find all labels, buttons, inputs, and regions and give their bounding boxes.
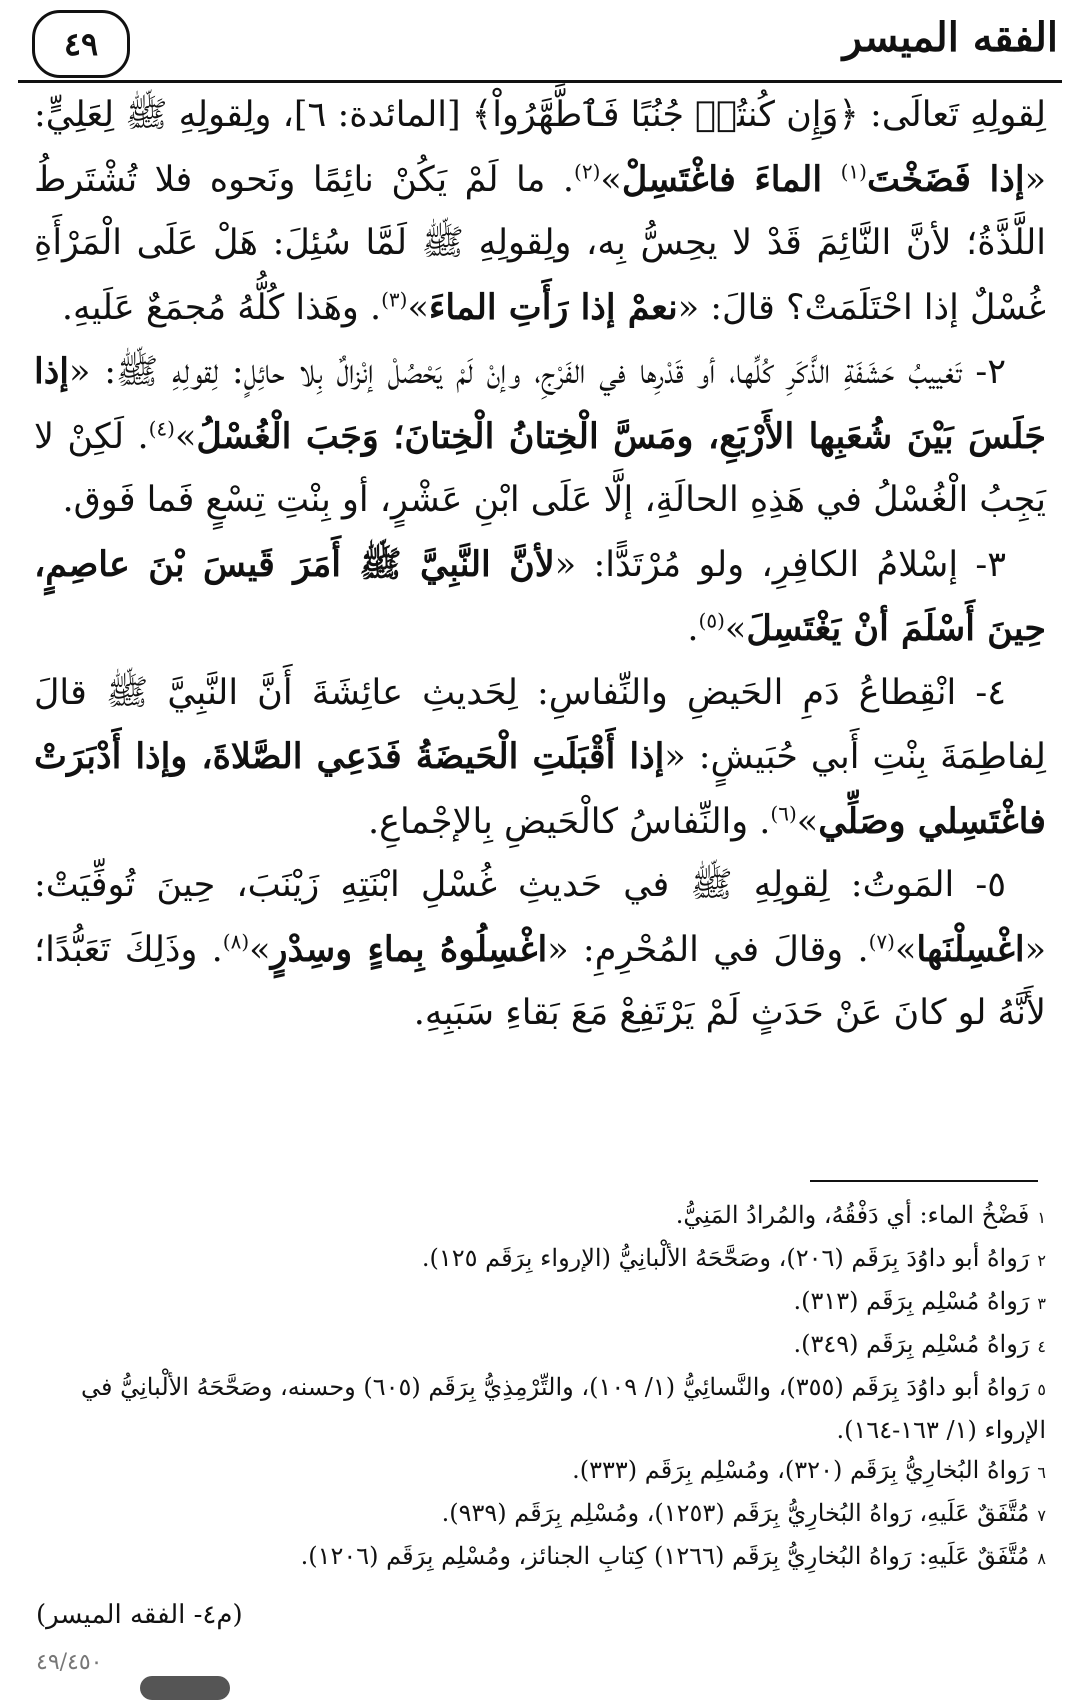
text-run: ٥- المَوتُ: لِقولِهِ ﷺ في حَديثِ غُسْلِ ابْنَتِهِ زَيْنَبَ، حِينَ تُوفِّيَتْ: « [34,865,1046,970]
footnote-text: رَواهُ البُخارِيُّ بِرَقَم (٣٢٠)، ومُسْلِم بِرَقَم (٣٣٣). [572,1456,1030,1484]
paragraph-5 [34,854,1046,1046]
footnote-number: ٥ [1037,1380,1046,1399]
text-run: ٤- انْقِطاعُ دَمِ الحَيضِ والنِّفاسِ: لِحَديثِ عائِشَةَ أَنَّ النَّبِيَّ ﷺ قالَ لِفاطِمَةَ بِنْتِ أَبي حُبَيشٍ: « [34,672,1046,777]
footnote-ref: (١) [840,158,867,183]
footnote [34,1195,1046,1238]
hadith-quote: الماءَ فاغْتَسِلْ [621,158,841,200]
hadith-quote: اغْسِلْنَها [916,928,1025,970]
hadith-quote: لأنَّ النَّبِيَّ ﷺ أَمَرَ قَيسَ بْنَ عاصِمٍ، حِينَ أَسْلَمَ أنْ يَغْتَسِلَ [34,543,1046,649]
paragraph-2 [34,340,1046,533]
footnote-number: ٨ [1037,1549,1046,1568]
footnote-text: مُتَّفَقٌ عَلَيهِ: رَواهُ البُخارِيُّ بِرَقَم (١٢٦٦) كِتابِ الجنائز، ومُسْلِم بِرَقَم (١٢٠٦). [300,1542,1030,1570]
footnote-ref: (٣) [381,286,408,311]
footnote-ref: (٤) [148,415,175,440]
footnote [34,1238,1046,1281]
hadith-quote: إذا جَلَسَ بَيْنَ شُعَبِها الأَرْبَعِ، ومَسَّ الْخِتانُ الْخِتانَ؛ وَجَبَ الْغُسْلُ [34,351,1046,457]
footnote-text: رَواهُ أبو داوُدَ بِرَقَم (٣٥٥)، والنَّسائِيُّ (١/ ١٠٩)، والتِّرْمِذِيُّ بِرَقَم (٦٠٥) وحسنه، وصَحَّحَهُ الألْبانِيُّ في الإرواء (١/ ١٦٣-١٦٤). [80,1373,1046,1444]
text-run: . [687,609,699,649]
footnote-ref: (٧) [868,928,895,953]
footnote-number: ٧ [1037,1506,1046,1525]
text-run: لِقولِهِ تَعالَى: ﴿وَإِن كُنتُمۡ جُنُبًا فَٱطَّهَّرُواْ﴾ [المائدة: ٦]، ولِقولِهِ ﷺ لِعَلِيٍّ: « [34,95,1047,200]
text-run: » [894,929,917,970]
text-run: » [600,159,622,200]
hadith-quote: اغْسِلُوهُ بِماءٍ وسِدْرٍ [270,928,548,970]
page-range: ٤٩/٤٥٠ [36,1650,103,1675]
page-number-badge [32,10,130,78]
page-number: ٤٩ [63,25,99,63]
footnote-text: رَواهُ أبو داوُدَ بِرَقَم (٢٠٦)، وصَحَّحَهُ الألْبانِيُّ (الإرواء بِرَقَم ١٢٥). [421,1244,1030,1272]
text-run: » [796,801,819,842]
footnote-ref: (٥) [698,608,725,633]
book-title: الفقه الميسر [842,14,1058,61]
paragraph-1 [34,84,1046,340]
text-run: . وقالَ في المُحْرِمِ: « [547,929,869,970]
footnote [34,1450,1046,1493]
paragraph-4 [34,662,1046,855]
chapter-signature: (م٤- الفقه الميسر) [36,1600,243,1630]
text-run: » [407,287,429,328]
text-run: » [174,416,197,457]
footnote-ref: (٦) [770,800,797,825]
text-run: » [249,929,271,970]
footnote-text: مُتَّفَقٌ عَلَيهِ، رَواهُ البُخارِيُّ بِرَقَم (١٢٥٣)، ومُسْلِم بِرَقَم (٩٣٩). [441,1499,1030,1527]
footnote-ref: (٨) [222,928,250,953]
text-run: . وذَلِكَ تَعَبُّدًا؛ لأَنَّهُ لو كانَ عَنْ حَدَثٍ لَمْ يَرْتَفِعْ مَعَ بَقاءِ سَبَبِهِ. [34,929,1046,1033]
hadith-quote: إذا أَقْبَلَتِ الْحَيضَةُ فَدَعِي الصَّلاةَ، وإذا أَدْبَرَتْ فاغْتَسِلي وصَلِّي [34,736,1046,842]
footnote-separator [810,1180,1038,1182]
text-run: . والنِّفاسُ كالْحَيضِ بِالإجْماعِ. [368,801,771,842]
footnote-text: رَواهُ مُسْلِم بِرَقَم (٣١٣). [793,1287,1030,1315]
hadith-quote: نعمْ إذا رَأَتِ الماءَ [428,286,678,328]
footnote-text: رَواهُ مُسْلِم بِرَقَم (٣٤٩). [793,1330,1030,1358]
footnote-number: ٢ [1037,1251,1046,1270]
footnote [34,1536,1046,1579]
footnote-text: فَضْخُ الماء: أي دَفْقُهُ، والمُرادُ المَنِيُّ. [675,1201,1030,1229]
footnotes [34,1195,1046,1579]
text-run: ٣- إسْلامُ الكافِرِ، ولو مُرْتَدًّا: « [554,544,1006,585]
main-text [34,84,1046,1046]
footnote-number: ١ [1037,1208,1046,1227]
hadith-quote: إذا فَضَخْتَ [866,158,1025,200]
text-run: . ما لَمْ يَكُنْ نائِمًا ونَحوه فلا تُشْتَرطُ اللَّذَّةُ؛ لأنَّ النَّائِمَ قَدْ لا يحِسُّ بِه، ولِقولِهِ ﷺ لَمَّا سُئِلَ: هَلْ عَلَى الْمَرْأَةِ غُسْلٌ إذا احْتَلَمَتْ؟ قالَ: « [34,159,1046,328]
scroll-handle[interactable] [140,1676,230,1700]
page-header [18,8,1062,83]
text-run: » [724,609,747,649]
paragraph-3 [34,533,1046,662]
footnote-number: ٦ [1037,1463,1046,1482]
footnote [34,1324,1046,1367]
text-run: ٢- تَغييبُ حَشَفَةِ الذَّكَرِ كُلِّها، أو قَدْرِها في الفَرْجِ، وإنْ لَمْ يَحْصُلْ إنْزالٌ بِلا حائِلٍ: لِقولِهِ ﷺ: « [69,352,1006,392]
text-run: . وهَذا كُلُّهُ مُجمَعٌ عَلَيهِ. [61,287,382,328]
footnote [34,1281,1046,1324]
footnote [34,1367,1046,1450]
footnote [34,1493,1046,1536]
text-run: . لَكِنْ لا يَجِبُ الْغُسْلُ في هَذِهِ الحالَةِ، إلَّا عَلَى ابْنِ عَشْرٍ، أو بِنْتِ تِسْعٍ فَما فَوق. [34,416,1046,520]
footnote-number: ٤ [1037,1337,1046,1356]
footnote-ref: (٢) [574,158,601,183]
footnote-number: ٣ [1037,1294,1046,1313]
